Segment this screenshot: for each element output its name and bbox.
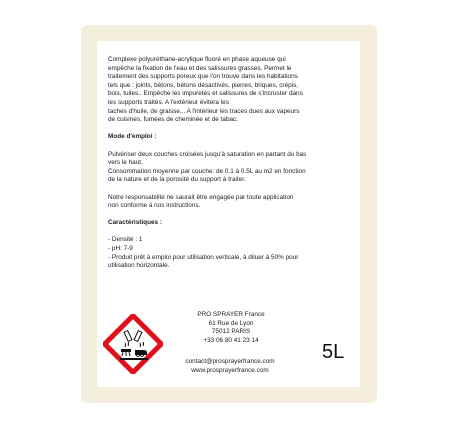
usage-line: Pulvériser deux couches croisées jusqu'à saturation en partant du bas	[108, 150, 307, 158]
usage-line: de la nature et de la porosité du support à traiter.	[108, 176, 246, 184]
description-line: taches d'huile, de graisse... A l'intérieur les traces dues aux vapeurs	[108, 107, 300, 115]
company-street: 61 Rue de Lyon	[208, 319, 254, 327]
product-volume: 5L	[322, 341, 345, 363]
usage-line: vers le haut.	[108, 159, 143, 167]
usage-instructions	[108, 151, 351, 185]
disclaimer	[108, 194, 351, 211]
ghs05-corrosion-icon	[103, 314, 163, 374]
company-website: www.prosprayerfrance.com	[191, 366, 269, 374]
characteristic-line: - pH: 7-9	[108, 245, 133, 253]
characteristic-line: - Densité : 1	[108, 236, 143, 244]
company-city: 75012 PARIS	[211, 328, 251, 336]
company-phone: +33 06 80 41 23 14	[203, 336, 259, 344]
description-line: bois, tuiles.. Empêche les impuretés et salissures de s'incruster dans	[108, 90, 303, 98]
disclaimer-line: Notre responsabilité ne saurait être engagée par toute application	[108, 193, 294, 201]
characteristic-line: - Produit prêt à emploi pour utilisation verticale, à diluer à 50% pour	[108, 253, 299, 261]
description-line: Complexe polyuréthane-acrylique fluoré en phase aqueuse qui	[108, 56, 286, 63]
usage-line: Consommation moyenne par couche: de 0.1 à 0.5L au m2 en fonction	[108, 167, 306, 175]
characteristic-line: utilisation horizontale.	[108, 262, 170, 270]
description-line: de cuisines, fumées de cheminée et de tabac.	[108, 116, 239, 124]
label-text	[108, 56, 351, 271]
product-description	[108, 56, 351, 125]
description-line: traitement des supports poreux que l'on trouve dans les habitations	[108, 73, 298, 81]
company-name: PRO SPRAYER France	[197, 311, 265, 318]
usage-heading: Mode d'emploi :	[108, 133, 157, 141]
characteristics-list	[108, 236, 351, 270]
disclaimer-line: non conforme à nos instructions.	[108, 202, 201, 210]
description-line: les supports traités. A l'extérieur évitera les	[108, 98, 229, 106]
characteristics-heading: Caractéristiques :	[108, 219, 162, 227]
description-line: empêche la fixation de l'eau et des salissures grasses. Permet le	[108, 64, 292, 72]
company-address	[176, 311, 286, 345]
description-line: tels que : joints, bétons, bétons désactivés, pierres, briques, crépis,	[108, 81, 299, 89]
company-contact	[160, 358, 300, 375]
company-email: contact@prosprayerfrance.com	[185, 358, 275, 365]
